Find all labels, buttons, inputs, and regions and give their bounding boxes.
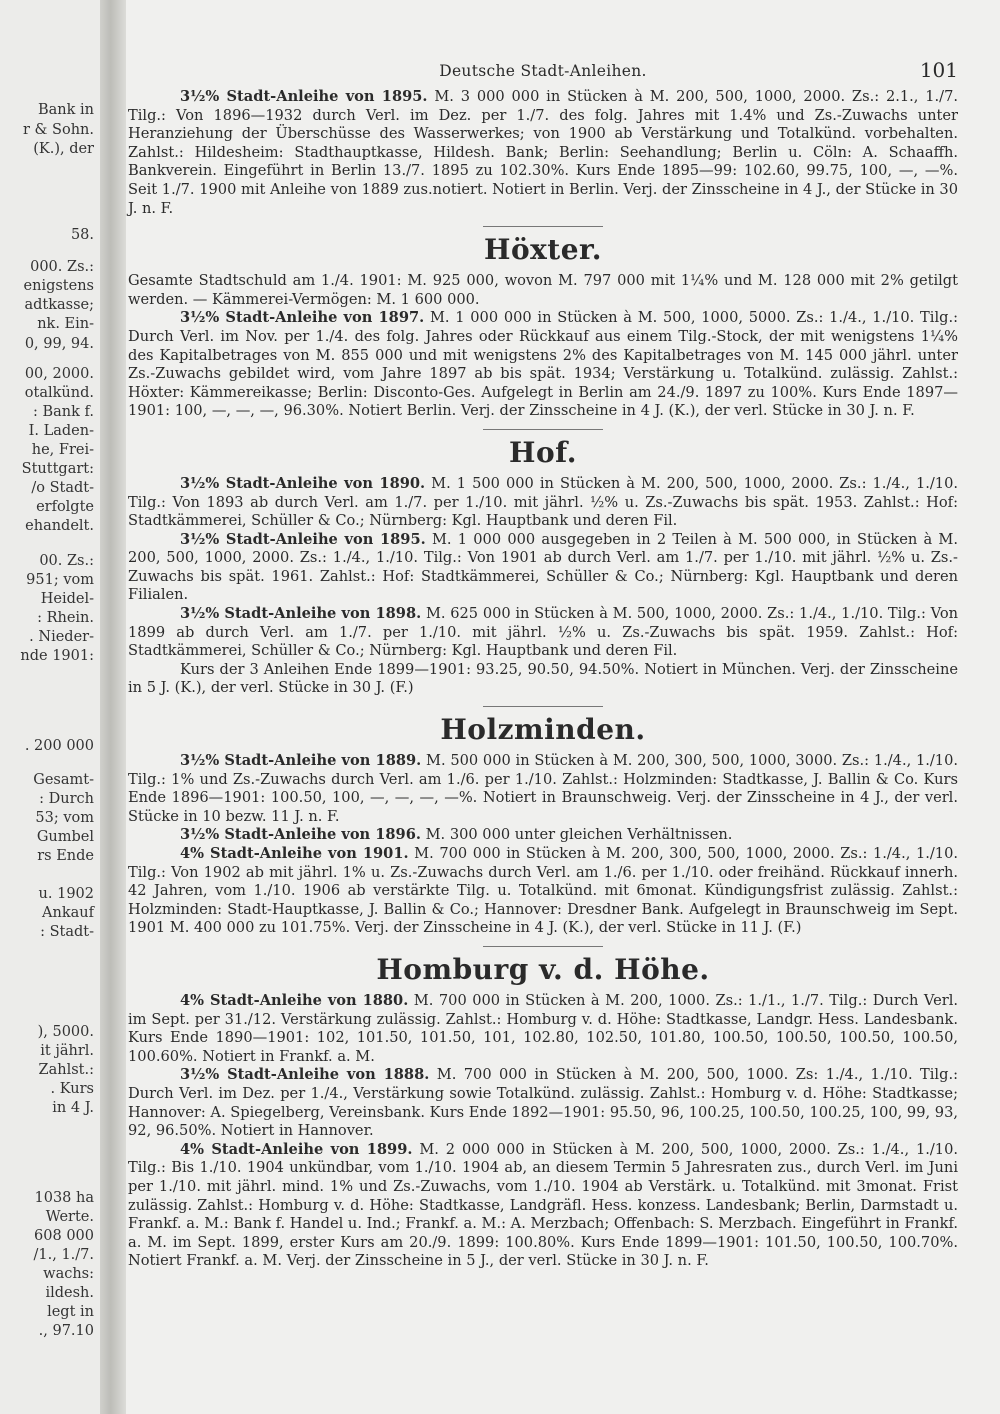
fragment-line: Gesamt- <box>33 772 94 788</box>
bond-entry <box>128 309 958 421</box>
fragment-line: . 200 000 <box>24 738 94 754</box>
section-separator <box>483 706 603 707</box>
city-entries <box>128 752 958 938</box>
fragment-line: nk. Ein- <box>37 316 94 332</box>
bond-title: 3½% Stadt-Anleihe von 1895. <box>180 88 428 105</box>
adjacent-page-fragment <box>0 0 100 1414</box>
fragment-line: 58. <box>70 227 94 243</box>
fragment-line: Stuttgart: <box>21 461 94 477</box>
fragment-line: 1038 ha <box>34 1190 94 1206</box>
page-number: 101 <box>919 58 958 82</box>
fragment-line: . Kurs <box>50 1081 94 1097</box>
fragment-line: ), 5000. <box>37 1024 94 1040</box>
bond-text: M. 1 000 000 ausgegeben in 2 Teilen à M. 500 000, in Stücken à M. 200, 500, 1000, 2000. Zs.: 1./4., 1./10. Tilg.: Von 1901 ab durch Verl. am 1./7. per 1./10. mit jährl. ½% u. Zs.-Zuwachs bis spät. 1961. Zahlst.: Hof: Stadtkämmerei, Schüller & Co.; Nürnberg: Kgl. Hauptbank und deren Filialen. <box>128 530 959 604</box>
fragment-line: in 4 J. <box>52 1100 94 1116</box>
fragment-line: I. Laden- <box>28 423 94 439</box>
fragment-line: Ankauf <box>42 905 94 921</box>
running-title: Deutsche Stadt-Anleihen. <box>439 62 647 80</box>
bond-title: 4% Stadt-Anleihe von 1880. <box>180 991 409 1009</box>
city-entries <box>128 272 958 421</box>
fragment-line: rs Ende <box>37 848 94 864</box>
fragment-line: 951; vom <box>26 572 94 588</box>
fragment-line: u. 1902 <box>38 886 94 902</box>
section-separator <box>483 226 603 227</box>
bond-entry <box>128 605 958 661</box>
fragment-line: ., 97.10 <box>38 1323 94 1339</box>
fragment-line: adtkasse; <box>24 297 94 313</box>
bond-text: Kurs der 3 Anleihen Ende 1899—1901: 93.25, 90.50, 94.50%. Notiert in München. Verj. der Zinsscheine in 5 J. (K.), der verl. Stücke in 30 J. (F.) <box>128 660 958 697</box>
fragment-line: Heidel- <box>40 591 94 607</box>
fragment-line: 608 000 <box>34 1228 94 1244</box>
running-header <box>128 56 958 88</box>
bond-entry <box>128 661 958 698</box>
fragment-line: ildesh. <box>45 1285 94 1301</box>
fragment-line: . Nieder- <box>29 629 94 645</box>
fragment-line: otalkünd. <box>24 385 94 401</box>
bond-text: M. 625 000 in Stücken à M. 500, 1000, 2000. Zs.: 1./4., 1./10. Tilg.: Von 1899 ab durch Verl. am 1./7. per 1./10. mit jährl. ½% u. Zs.-Zuwachs bis spät. 1959. Zahlst.: Hof: Stadtkämmerei, Schüller & Co.; Nürnberg: Kgl. Hauptbank und deren Fil. <box>128 605 959 660</box>
fragment-line: : Durch <box>39 791 94 807</box>
fragment-line: he, Frei- <box>31 442 94 458</box>
bond-text: M. 500 000 in Stücken à M. 200, 300, 500, 1000, 3000. Zs.: 1./4., 1./10. Tilg.: 1% und Zs.-Zuwachs durch Verl. am 1./6. per 1./10. Zahlst.: Holzminden: Stadtkasse, J. Ballin & Co. Kurs Ende 1896—1901: 100.50, 100, —, —, —, —%. Notiert in Braunschweig. Verj. der Zinsscheine in 4 J., der verl. Stücke in 10 bezw. 11 J. n. F. <box>128 752 959 825</box>
bond-text: M. 2 000 000 in Stücken à M. 200, 500, 1000, 2000. Zs.: 1./4., 1./10. Tilg.: Bis 1./10. 1904 unkündbar, vom 1./10. 1904 ab, an diesem Termin 5 Jahresraten zus., durch Verl. im Juni per 1./10. mit jährl. mind. 1% und Zs.-Zuwachs, vom 1./10. 1904 ab Verstärk. u. Totalkünd. mit 3monat. Frist zulässig. Zahlst.: Homburg v. d. Höhe: Stadtkasse, Landgräfl. Hess. konzess. Landesbank; Berlin, Darmstadt u. Frankf. a. M.: Bank f. Handel u. Ind.; Frankf. a. M.: A. Merzbach; Offenbach: S. Merzbach. Eingeführt in Frankf. a. M. im Sept. 1899, erster Kurs am 20./9. 1899: 100.80%. Kurs Ende 1899—1901: 101.50, 100.50, 100.70%. Notiert Frankf. a. M. Verj. der Zinsscheine in 5 J., der verl. Stücke in 30 J. n. F. <box>128 1140 959 1270</box>
bond-entry <box>128 992 958 1066</box>
bond-text: M. 700 000 in Stücken à M. 200, 500, 1000. Zs: 1./4., 1./10. Tilg.: Durch Verl. im Dez. per 1./4., Verstärkung sowie Totalkünd. zulässig. Zahlst.: Homburg v. d. Höhe: Stadtkasse; Hannover: A. Spiegelberg, Vereinsbank. Kurs Ende 1892—1901: 95.50, 96, 100.25, 100.50, 100.25, 100, 99, 93, 92, 96.50%. Notiert in Hannover. <box>128 1066 958 1140</box>
city-sections <box>128 226 958 1271</box>
bond-title: 3½% Stadt-Anleihe von 1897. <box>180 309 425 327</box>
bond-entry <box>128 475 958 531</box>
bond-entry <box>128 272 958 309</box>
city-entries <box>128 992 958 1271</box>
fragment-line: Bank in <box>37 102 94 118</box>
fragment-line: 00, 2000. <box>24 366 94 382</box>
bond-title: 3½% Stadt-Anleihe von 1898. <box>180 605 422 623</box>
city-heading: Holzminden. <box>440 713 646 747</box>
city-heading: Homburg v. d. Höhe. <box>376 952 710 986</box>
fragment-line: nde 1901: <box>20 648 94 664</box>
fragment-line: Gumbel <box>36 829 94 845</box>
bond-title: 4% Stadt-Anleihe von 1901. <box>180 845 409 862</box>
fragment-line: /o Stadt- <box>31 480 94 496</box>
bond-title: 3½% Stadt-Anleihe von 1895. <box>180 530 426 548</box>
fragment-line: legt in <box>47 1304 94 1320</box>
bond-entry <box>128 1066 958 1140</box>
fragment-line: enigstens <box>23 278 94 294</box>
fragment-line: 00. Zs.: <box>39 553 94 569</box>
bond-entry <box>128 531 958 605</box>
city-heading: Hof. <box>509 435 577 469</box>
bond-text: M. 3 000 000 in Stücken à M. 200, 500, 1000, 2000. Zs.: 2.1., 1./7. Tilg.: Von 1896—1932 durch Verl. im Dez. per 1./7. des folg. Jahres mit 1.4% und Zs.-Zuwachs unter Heranziehung der Überschüsse des Wasserwerkes; von 1900 ab Verstärkung und Totalkünd. vorbehalten. Zahlst.: Hildesheim: Stadthauptkasse, Hildesh. Bank; Berlin: Seehandlung; Berlin u. Cöln: A. Schaaffh. Bankverein. Eingeführt in Berlin 13./7. 1895 zu 102.30%. Kurs Ende 1895—99: 102.60, 99.75, 100, —, —%. Seit 1./7. 1900 mit Anleihe von 1889 zus.notiert. Notiert in Berlin. Verj. der Zinsscheine in 4 J., der Stücke in 30 J. n. F. <box>128 88 959 217</box>
fragment-line: 0, 99, 94. <box>24 336 94 352</box>
bond-title: 3½% Stadt-Anleihe von 1888. <box>180 1066 430 1084</box>
bond-title: 4% Stadt-Anleihe von 1899. <box>180 1140 413 1158</box>
bond-text: M. 1 500 000 in Stücken à M. 200, 500, 1000, 2000. Zs.: 1./4., 1./10. Tilg.: Von 1893 ab durch Verl. am 1./7. per 1./10. mit jährl. ½% u. Zs.-Zuwachs bis spät. 1953. Zahlst.: Hof: Stadtkämmerei, Schüller & Co.; Nürnberg: Kgl. Hauptbank und deren Fil. <box>128 474 958 530</box>
city-entries <box>128 475 958 698</box>
fragment-line: (K.), der <box>33 141 94 157</box>
book-gutter <box>100 0 126 1414</box>
fragment-line: : Rhein. <box>37 610 94 626</box>
fragment-line: ehandelt. <box>25 518 94 534</box>
intro-entry <box>128 88 958 218</box>
fragment-line: 53; vom <box>35 810 94 826</box>
fragment-line: Zahlst.: <box>38 1062 94 1078</box>
fragment-line: r & Sohn. <box>22 122 94 138</box>
fragment-line: : Bank f. <box>33 404 94 420</box>
section-separator <box>483 946 603 947</box>
bond-text: M. 1 000 000 in Stücken à M. 500, 1000, 5000. Zs.: 1./4., 1./10. Tilg.: Durch Verl. im Nov. per 1./4. des folg. Jahres oder Rückkauf aus einem Tilg.-Stock, der mit wenigstens 1¼% des Kapitalbetrages von M. 855 000 und mit wenigstens 2% des Kapitalbetrages von M. 145 000 jährl. unter Zs.-Zuwachs gebildet wird, vom Jahre 1897 ab bis spät. 1934; Verstärkung u. Totalkünd. zulässig. Zahlst.: Höxter: Kämmereikasse; Berlin: Disconto-Ges. Aufgelegt in Berlin am 24./9. 1897 zu 100%. Kurs Ende 1897—1901: 100, —, —, —, 96.30%. Notiert Berlin. Verj. der Zinsscheine in 4 J. (K.), der verl. Stücke in 30 J. n. F. <box>128 309 959 420</box>
bond-entry <box>128 88 958 218</box>
fragment-line: : Stadt- <box>40 924 94 940</box>
bond-text: Gesamte Stadtschuld am 1./4. 1901: M. 925 000, wovon M. 797 000 mit 1¼% und M. 128 000 mit 2% getilgt werden. — Kämmerei-Vermögen: M. 1 600 000. <box>128 272 958 308</box>
bond-text: M. 300 000 unter gleichen Verhältnissen. <box>425 826 733 844</box>
bond-title: 3½% Stadt-Anleihe von 1896. <box>180 826 421 844</box>
bond-entry <box>128 845 958 938</box>
document-page <box>128 56 958 1396</box>
bond-entry <box>128 826 958 845</box>
fragment-line: it jährl. <box>40 1043 94 1059</box>
bond-entry <box>128 1141 958 1271</box>
bond-entry <box>128 752 958 826</box>
bond-title: 3½% Stadt-Anleihe von 1889. <box>180 752 422 770</box>
fragment-line: Werte. <box>45 1209 94 1225</box>
fragment-line: erfolgte <box>36 499 94 515</box>
bond-text: M. 700 000 in Stücken à M. 200, 1000. Zs.: 1./1., 1./7. Tilg.: Durch Verl. im Sept. per 31./12. Verstärkung zulässig. Zahlst.: Homburg v. d. Höhe: Stadtkasse, Landgr. Hess. Landesbank. Kurs Ende 1890—1901: 102, 101.50, 101.50, 101, 102.80, 102.50, 101.80, 100.50, 100.50, 100.50, 100.50, 100.60%. Notiert in Frankf. a. M. <box>128 991 959 1065</box>
fragment-line: /1., 1./7. <box>33 1247 94 1263</box>
fragment-line: 000. Zs.: <box>30 259 94 275</box>
section-separator <box>483 429 603 430</box>
bond-title: 3½% Stadt-Anleihe von 1890. <box>180 474 426 492</box>
fragment-line: wachs: <box>43 1266 94 1282</box>
bond-text: M. 700 000 in Stücken à M. 200, 300, 500, 1000, 2000. Zs.: 1./4., 1./10. Tilg.: Von 1902 ab mit jährl. 1% u. Zs.-Zuwachs durch Verl. am 1./6. per 1./10. oder freihänd. Rückkauf innerh. 42 Jahren, vom 1./10. 1906 ab verstärkte Tilg. u. Totalkünd. mit 6monat. Kündigungsfrist zulässig. Zahlst.: Holzminden: Stadt-Hauptkasse, J. Ballin & Co.; Hannover: Dresdner Bank. Aufgelegt in Braunschweig im Sept. 1901 M. 400 000 zu 101.75%. Verj. der Zinsscheine in 4 J. (K.), der verl. Stücke in 11 J. (F.) <box>128 845 959 937</box>
city-heading: Höxter. <box>483 233 602 267</box>
